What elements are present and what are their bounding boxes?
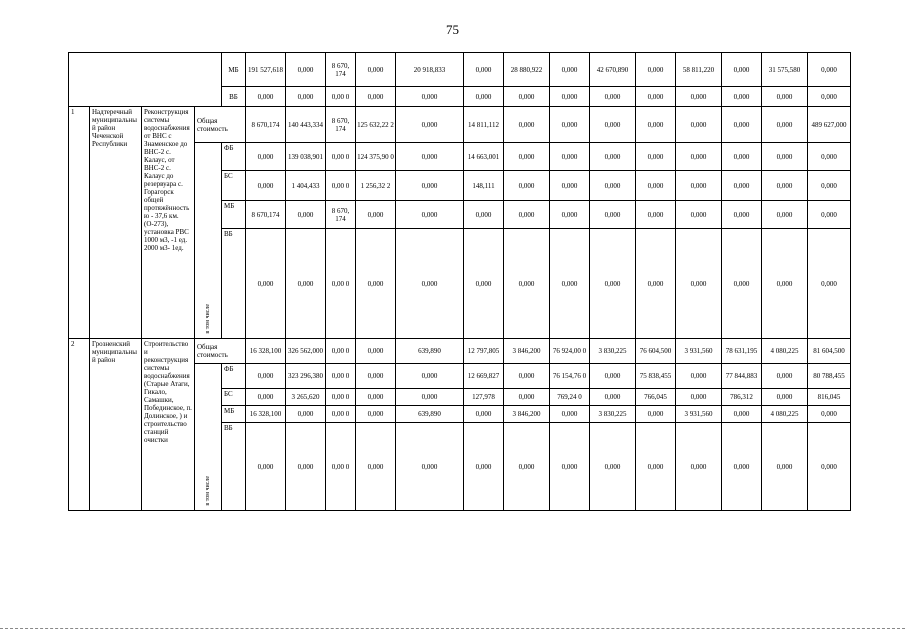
value-cell: 786,312	[722, 389, 762, 406]
table-row	[69, 107, 851, 143]
value-cell: 0,000	[356, 229, 396, 339]
value-cell: 0,000	[722, 53, 762, 87]
fund-label: ВБ	[222, 87, 246, 107]
fund-label: ВБ	[222, 229, 246, 339]
including-text: в том числе	[204, 304, 211, 334]
value-cell: 0,000	[636, 143, 676, 171]
including-label	[195, 364, 222, 511]
value-cell: 0,00 0	[326, 87, 356, 107]
value-cell: 0,000	[636, 87, 676, 107]
value-cell: 0,000	[550, 53, 590, 87]
value-cell: 0,000	[590, 87, 636, 107]
value-cell: 0,000	[808, 171, 851, 201]
value-cell: 127,978	[464, 389, 504, 406]
value-cell: 0,000	[356, 406, 396, 423]
value-cell: 0,000	[636, 423, 676, 511]
value-cell: 0,000	[762, 364, 808, 389]
value-cell: 0,000	[762, 229, 808, 339]
value-cell: 0,000	[636, 406, 676, 423]
value-cell: 80 788,455	[808, 364, 851, 389]
value-cell: 0,000	[808, 229, 851, 339]
value-cell: 0,000	[550, 229, 590, 339]
value-cell: 0,000	[808, 53, 851, 87]
value-cell: 0,000	[286, 229, 326, 339]
value-cell: 326 562,000	[286, 339, 326, 364]
value-cell: 0,00 0	[326, 406, 356, 423]
value-cell: 0,000	[356, 389, 396, 406]
value-cell: 3 931,560	[676, 406, 722, 423]
value-cell: 0,000	[808, 406, 851, 423]
value-cell: 0,000	[676, 107, 722, 143]
value-cell: 639,890	[396, 406, 464, 423]
value-cell: 0,000	[676, 389, 722, 406]
value-cell: 14 663,001	[464, 143, 504, 171]
value-cell: 0,000	[550, 107, 590, 143]
value-cell: 0,000	[722, 201, 762, 229]
value-cell: 0,000	[246, 389, 286, 406]
value-cell: 0,000	[676, 423, 722, 511]
value-cell: 816,045	[808, 389, 851, 406]
value-cell: 0,000	[356, 87, 396, 107]
value-cell: 8 670,174	[246, 201, 286, 229]
value-cell: 16 328,100	[246, 339, 286, 364]
value-cell: 124 375,90 0	[356, 143, 396, 171]
value-cell: 78 631,195	[722, 339, 762, 364]
including-label	[195, 143, 222, 339]
total-cost-label: Общая стоимость	[195, 339, 246, 364]
value-cell: 8 670, 174	[326, 53, 356, 87]
value-cell: 0,000	[356, 364, 396, 389]
value-cell: 1 256,32 2	[356, 171, 396, 201]
value-cell: 0,00 0	[326, 364, 356, 389]
value-cell: 0,000	[246, 143, 286, 171]
fund-label: БС	[222, 171, 246, 201]
value-cell: 28 880,922	[504, 53, 550, 87]
value-cell: 3 265,620	[286, 389, 326, 406]
value-cell: 766,045	[636, 389, 676, 406]
fund-label: ФБ	[222, 143, 246, 171]
value-cell: 0,000	[504, 364, 550, 389]
value-cell: 0,000	[808, 201, 851, 229]
value-cell: 14 811,112	[464, 107, 504, 143]
value-cell: 77 844,883	[722, 364, 762, 389]
fund-label: МБ	[222, 53, 246, 87]
value-cell: 8 670, 174	[326, 201, 356, 229]
value-cell: 0,000	[636, 229, 676, 339]
value-cell: 0,000	[762, 87, 808, 107]
value-cell: 0,000	[286, 201, 326, 229]
value-cell: 0,000	[590, 229, 636, 339]
value-cell: 0,000	[504, 423, 550, 511]
value-cell: 0,000	[464, 87, 504, 107]
value-cell: 0,000	[504, 143, 550, 171]
value-cell: 0,000	[504, 107, 550, 143]
fund-label: МБ	[222, 201, 246, 229]
budget-table	[68, 52, 851, 511]
value-cell: 76 924,00 0	[550, 339, 590, 364]
table-row	[69, 53, 851, 87]
value-cell: 0,000	[590, 201, 636, 229]
project-name: Строительство и реконструкция системы водоснабжения (Старые Атаги, Гикало, Самашки, Побединское, п. Долинское, ) и строительство станций очистки	[142, 339, 195, 511]
value-cell: 0,00 0	[326, 229, 356, 339]
table-row	[69, 339, 851, 364]
value-cell: 0,000	[396, 389, 464, 406]
value-cell: 0,000	[636, 107, 676, 143]
value-cell: 31 575,580	[762, 53, 808, 87]
value-cell: 0,000	[504, 87, 550, 107]
value-cell: 0,000	[722, 406, 762, 423]
total-cost-label: Общая стоимость	[195, 107, 246, 143]
value-cell: 0,000	[550, 201, 590, 229]
fund-label: ВБ	[222, 423, 246, 511]
value-cell: 0,000	[762, 107, 808, 143]
value-cell: 0,000	[676, 171, 722, 201]
value-cell: 0,000	[356, 423, 396, 511]
value-cell: 0,000	[762, 143, 808, 171]
value-cell: 4 080,225	[762, 339, 808, 364]
value-cell: 0,000	[356, 201, 396, 229]
value-cell: 0,000	[396, 143, 464, 171]
value-cell: 3 846,200	[504, 339, 550, 364]
value-cell: 76 604,500	[636, 339, 676, 364]
value-cell: 0,000	[636, 53, 676, 87]
fund-label: БС	[222, 389, 246, 406]
value-cell: 20 918,833	[396, 53, 464, 87]
value-cell: 0,000	[722, 143, 762, 171]
value-cell: 0,000	[676, 364, 722, 389]
value-cell: 0,000	[762, 423, 808, 511]
value-cell: 769,24 0	[550, 389, 590, 406]
value-cell: 3 846,200	[504, 406, 550, 423]
value-cell: 0,00 0	[326, 171, 356, 201]
including-text: в том числе	[204, 476, 211, 506]
value-cell: 0,000	[722, 171, 762, 201]
value-cell: 0,000	[550, 423, 590, 511]
row-number: 2	[69, 339, 90, 511]
value-cell: 81 604,500	[808, 339, 851, 364]
value-cell: 0,000	[590, 423, 636, 511]
value-cell: 0,000	[246, 364, 286, 389]
value-cell: 0,000	[550, 143, 590, 171]
value-cell: 0,000	[676, 143, 722, 171]
value-cell: 0,000	[590, 389, 636, 406]
value-cell: 0,000	[246, 229, 286, 339]
district-name: Грозненский муниципальный район	[90, 339, 142, 511]
value-cell: 1 404,433	[286, 171, 326, 201]
value-cell: 0,000	[762, 171, 808, 201]
value-cell: 0,000	[286, 53, 326, 87]
value-cell: 0,000	[808, 423, 851, 511]
value-cell: 0,000	[676, 229, 722, 339]
value-cell: 3 830,225	[590, 406, 636, 423]
row-number: 1	[69, 107, 90, 339]
value-cell: 75 838,455	[636, 364, 676, 389]
value-cell: 0,000	[722, 423, 762, 511]
value-cell: 0,000	[808, 87, 851, 107]
value-cell: 0,000	[722, 229, 762, 339]
value-cell: 0,00 0	[326, 339, 356, 364]
value-cell: 0,000	[722, 87, 762, 107]
value-cell: 0,000	[590, 364, 636, 389]
value-cell: 12 797,805	[464, 339, 504, 364]
value-cell: 0,000	[464, 406, 504, 423]
value-cell: 0,00 0	[326, 143, 356, 171]
value-cell: 3 830,225	[590, 339, 636, 364]
value-cell: 489 627,000	[808, 107, 851, 143]
value-cell: 140 443,334	[286, 107, 326, 143]
project-name: Реконструкция системы водоснабжения от ВНС с Знаменское до ВНС-2 с. Калаус, от ВНС-2 с. Калаус до резервуара с. Горагорск общей протяжённостью - 37,6 км. (О-273), установка РВС 1000 м3, -1 ед. 2000 м3- 1ед.	[142, 107, 195, 339]
value-cell: 0,000	[246, 423, 286, 511]
fund-label: ФБ	[222, 364, 246, 389]
value-cell: 0,000	[504, 171, 550, 201]
value-cell: 0,000	[808, 143, 851, 171]
value-cell: 0,000	[246, 87, 286, 107]
value-cell: 323 296,380	[286, 364, 326, 389]
carry-over-blank	[69, 53, 222, 107]
value-cell: 0,000	[356, 339, 396, 364]
value-cell: 139 038,901	[286, 143, 326, 171]
value-cell: 0,000	[762, 201, 808, 229]
value-cell: 8 670, 174	[326, 107, 356, 143]
value-cell: 0,000	[246, 171, 286, 201]
value-cell: 0,000	[636, 201, 676, 229]
value-cell: 0,000	[356, 53, 396, 87]
value-cell: 0,000	[396, 229, 464, 339]
value-cell: 0,000	[396, 171, 464, 201]
value-cell: 12 669,827	[464, 364, 504, 389]
value-cell: 0,000	[550, 171, 590, 201]
value-cell: 0,000	[550, 406, 590, 423]
value-cell: 0,000	[464, 423, 504, 511]
value-cell: 0,000	[590, 171, 636, 201]
value-cell: 0,000	[636, 171, 676, 201]
value-cell: 3 931,560	[676, 339, 722, 364]
value-cell: 0,000	[286, 406, 326, 423]
value-cell: 0,000	[550, 87, 590, 107]
value-cell: 0,000	[590, 107, 636, 143]
value-cell: 0,000	[504, 389, 550, 406]
value-cell: 191 527,618	[246, 53, 286, 87]
value-cell: 148,111	[464, 171, 504, 201]
value-cell: 0,000	[396, 201, 464, 229]
value-cell: 0,000	[464, 201, 504, 229]
scan-edge-line	[0, 628, 905, 629]
value-cell: 42 670,890	[590, 53, 636, 87]
value-cell: 0,000	[286, 423, 326, 511]
value-cell: 0,000	[396, 364, 464, 389]
value-cell: 0,000	[464, 229, 504, 339]
value-cell: 0,000	[396, 423, 464, 511]
value-cell: 0,000	[286, 87, 326, 107]
value-cell: 125 632,22 2	[356, 107, 396, 143]
value-cell: 0,000	[504, 229, 550, 339]
fund-label: МБ	[222, 406, 246, 423]
value-cell: 0,000	[396, 87, 464, 107]
value-cell: 76 154,76 0	[550, 364, 590, 389]
value-cell: 0,00 0	[326, 389, 356, 406]
value-cell: 0,000	[504, 201, 550, 229]
value-cell: 0,000	[464, 53, 504, 87]
page-number: 75	[446, 22, 459, 37]
value-cell: 639,890	[396, 339, 464, 364]
value-cell: 8 670,174	[246, 107, 286, 143]
value-cell: 16 328,100	[246, 406, 286, 423]
value-cell: 0,000	[676, 87, 722, 107]
value-cell: 4 080,225	[762, 406, 808, 423]
value-cell: 0,00 0	[326, 423, 356, 511]
district-name: Надтеречный муниципальный район Чеченской Республики	[90, 107, 142, 339]
value-cell: 0,000	[762, 389, 808, 406]
value-cell: 0,000	[590, 143, 636, 171]
value-cell: 0,000	[722, 107, 762, 143]
value-cell: 0,000	[396, 107, 464, 143]
value-cell: 58 811,220	[676, 53, 722, 87]
value-cell: 0,000	[676, 201, 722, 229]
